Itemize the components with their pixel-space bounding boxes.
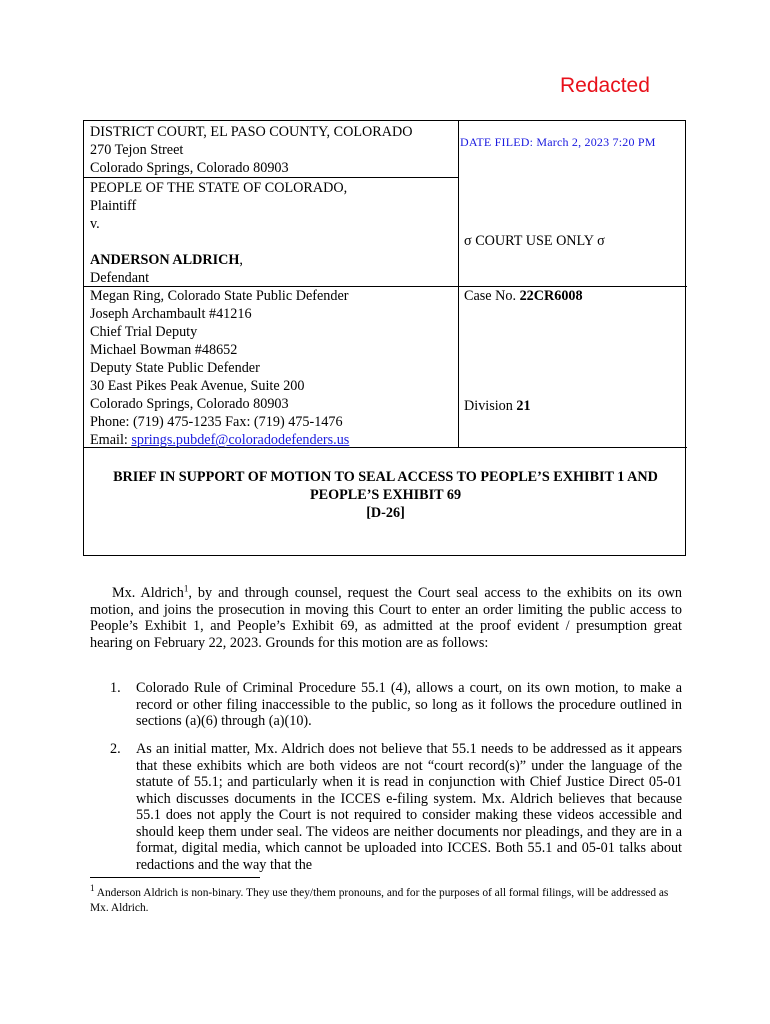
footnote-ref[interactable]: 1 bbox=[183, 583, 189, 594]
division bbox=[464, 397, 531, 415]
intro-name: Mx. Aldrich bbox=[112, 585, 184, 601]
case-no: 22CR6008 bbox=[519, 288, 583, 304]
counsel-line: Colorado Springs, Colorado 80903 bbox=[90, 396, 289, 412]
defendant-role: Defendant bbox=[90, 270, 150, 286]
intro-paragraph bbox=[90, 585, 682, 651]
court-use-only: σ COURT USE ONLY σ bbox=[464, 233, 605, 249]
defendant-comma: , bbox=[239, 252, 243, 268]
intro-text: , by and through counsel, request the Court seal access to the exhibits on its own motion, and joins the prosecution in moving this Court to enter an order limiting the public access to People’s Exhibit 1, and People’s Exhibit 69, as admitted at the proof evident / presumption great hearing on February 22, 2023. Grounds for this motion are as follows: bbox=[90, 585, 682, 651]
counsel-line: Chief Trial Deputy bbox=[90, 324, 198, 340]
email-line bbox=[90, 431, 349, 449]
court-city: Colorado Springs, Colorado 80903 bbox=[90, 160, 289, 176]
case-number bbox=[464, 287, 583, 305]
court-block bbox=[90, 123, 412, 177]
list-item-number: 2. bbox=[110, 741, 121, 757]
counsel-line: Deputy State Public Defender bbox=[90, 360, 260, 376]
title-line-2: PEOPLE’S EXHIBIT 69 bbox=[309, 487, 462, 503]
defendant-line bbox=[90, 251, 347, 269]
counsel-line: Joseph Archambault #41216 bbox=[90, 306, 252, 322]
title-line-1: BRIEF IN SUPPORT OF MOTION TO SEAL ACCESS TO PEOPLE’S EXHIBIT 1 AND bbox=[113, 469, 658, 485]
email-link[interactable]: springs.pubdef@coloradodefenders.us bbox=[131, 432, 350, 448]
numbered-list-2 bbox=[110, 741, 682, 873]
case-label: Case No. bbox=[464, 288, 520, 304]
versus: v. bbox=[90, 216, 100, 232]
case-caption-box bbox=[83, 120, 686, 556]
list-item-text: Colorado Rule of Criminal Procedure 55.1 (4), allows a court, on its own motion, to make a record or other filing inaccessible to the public, so long as it follows the procedure outlined in sections (a)(6) through (a)(10). bbox=[136, 680, 682, 729]
counsel-line: Michael Bowman #48652 bbox=[90, 342, 238, 358]
counsel-line: Phone: (719) 475-1235 Fax: (719) 475-1476 bbox=[90, 414, 343, 430]
footnote bbox=[90, 883, 680, 916]
footnote-separator bbox=[90, 877, 260, 878]
footnote-text: Anderson Aldrich is non-binary. They use they/them pronouns, and for the purposes of all formal filings, will be addressed as Mx. Aldrich. bbox=[90, 887, 669, 914]
plaintiff-name: PEOPLE OF THE STATE OF COLORADO, bbox=[90, 180, 348, 196]
list-item-number: 1. bbox=[110, 680, 121, 696]
caption-vertical-divider bbox=[458, 121, 459, 447]
list-item bbox=[110, 680, 682, 730]
email-label: Email: bbox=[90, 432, 132, 448]
date-filed: DATE FILED: March 2, 2023 7:20 PM bbox=[460, 135, 656, 149]
list-item bbox=[110, 741, 682, 873]
redacted-stamp: Redacted bbox=[560, 74, 650, 97]
division-label: Division bbox=[464, 398, 517, 414]
division-no: 21 bbox=[516, 398, 531, 414]
counsel-block bbox=[90, 287, 349, 449]
counsel-line: 30 East Pikes Peak Avenue, Suite 200 bbox=[90, 378, 305, 394]
list-item-text: As an initial matter, Mx. Aldrich does not believe that 55.1 needs to be addressed as it appears that these exhibits which are both videos are not “court record(s)” under the language of the statute of 55.1; and particularly when it is read in conjunction with Chief Justice Direct 05-01 which discusses documents in the ICCES e-filing system. Mx. Aldrich believes that because 55.1 does not apply the Court is not required to consider making these videos accessible and should keep them under seal. The videos are neither documents nor pleadings, and they are in a format, digital media, which cannot be uploaded into ICCES. Both 55.1 and 05-01 talks about redactions and the way that the bbox=[136, 741, 682, 873]
title-line-3: [D-26] bbox=[366, 505, 405, 521]
court-street: 270 Tejon Street bbox=[90, 142, 184, 158]
document-title bbox=[84, 468, 687, 522]
numbered-list-1 bbox=[110, 680, 682, 730]
counsel-line: Megan Ring, Colorado State Public Defender bbox=[90, 288, 349, 304]
defendant-name: ANDERSON ALDRICH bbox=[90, 252, 240, 268]
court-name: DISTRICT COURT, EL PASO COUNTY, COLORADO bbox=[90, 124, 413, 140]
parties-block bbox=[90, 179, 347, 287]
footnote-mark: 1 bbox=[90, 883, 95, 894]
caption-divider-court bbox=[84, 177, 458, 178]
plaintiff-role: Plaintiff bbox=[90, 198, 137, 214]
